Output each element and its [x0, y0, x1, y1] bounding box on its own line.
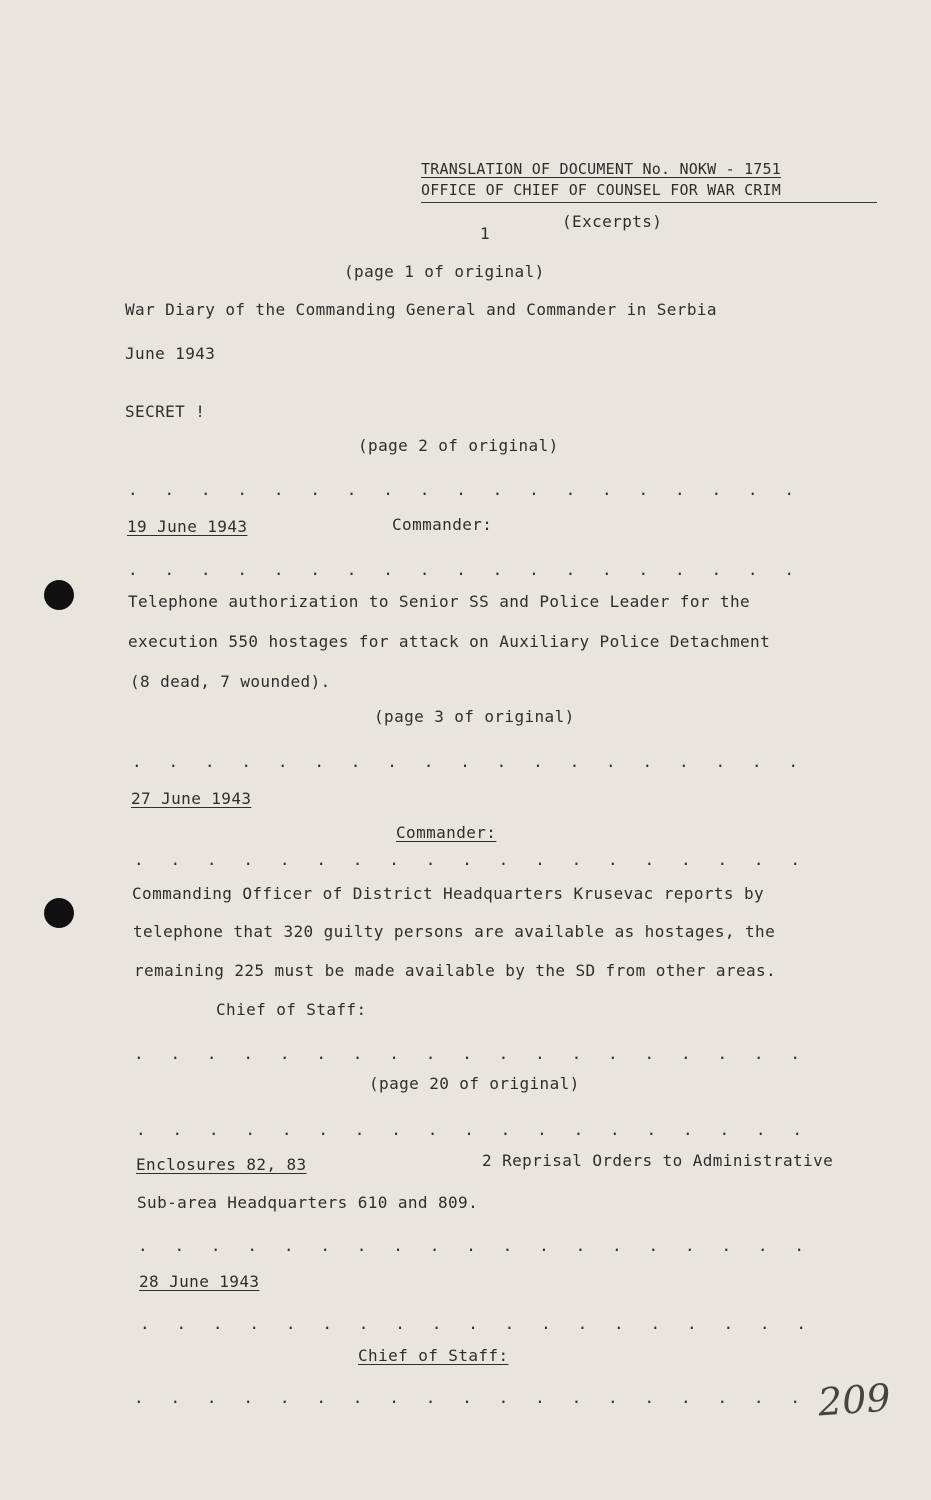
page-number: 1 — [480, 224, 491, 243]
punch-hole — [44, 580, 74, 610]
entry2-line3: remaining 225 must be made available by the SD from other areas. — [134, 961, 777, 980]
enclosures-label: Enclosures 82, 83 — [136, 1155, 307, 1174]
office-header: OFFICE OF CHIEF OF COUNSEL FOR WAR CRIM — [421, 181, 781, 199]
page-ref-2: (page 2 of original) — [358, 436, 559, 455]
entry2-line2: telephone that 320 guilty persons are available as hostages, the — [133, 922, 776, 941]
entry2-line1: Commanding Officer of District Headquarters Krusevac reports by — [132, 884, 765, 903]
page-ref-3: (page 3 of original) — [374, 707, 575, 726]
chief-of-staff-label-2: Chief of Staff: — [358, 1346, 509, 1365]
entry-date-19-june: 19 June 1943 — [127, 517, 248, 536]
diary-title: War Diary of the Commanding General and Commander in Serbia — [125, 300, 717, 319]
entry1-line3: (8 dead, 7 wounded). — [130, 672, 331, 691]
punch-hole — [44, 898, 74, 928]
translation-header: TRANSLATION OF DOCUMENT No. NOKW - 1751 — [421, 160, 781, 178]
elision-dots: . . . . . . . . . . . . . . . . . . . — [134, 1388, 809, 1407]
commander-label-1: Commander: — [392, 515, 493, 534]
handwritten-page-number: 209 — [816, 1375, 892, 1425]
elision-dots: . . . . . . . . . . . . . . . . . . . — [134, 850, 809, 869]
elision-dots: . . . . . . . . . . . . . . . . . . . — [140, 1314, 815, 1333]
entry1-line1: Telephone authorization to Senior SS and Police Leader for the — [128, 592, 751, 611]
elision-dots: . . . . . . . . . . . . . . . . . . . — [134, 1044, 809, 1063]
commander-label-2: Commander: — [396, 823, 497, 842]
chief-of-staff-label-1: Chief of Staff: — [216, 1000, 367, 1019]
excerpts-label: (Excerpts) — [562, 212, 663, 231]
elision-dots: . . . . . . . . . . . . . . . . . . . — [138, 1236, 813, 1255]
entry1-line2: execution 550 hostages for attack on Auxiliary Police Detachment — [128, 632, 771, 651]
reprisal-orders-line1: 2 Reprisal Orders to Administrative — [482, 1151, 834, 1170]
elision-dots: . . . . . . . . . . . . . . . . . . . — [132, 752, 807, 771]
entry-date-27-june: 27 June 1943 — [131, 789, 252, 808]
elision-dots: . . . . . . . . . . . . . . . . . . . — [128, 560, 803, 579]
diary-month: June 1943 — [125, 344, 216, 363]
secret-label: SECRET ! — [125, 402, 206, 421]
entry-date-28-june: 28 June 1943 — [139, 1272, 260, 1291]
elision-dots: . . . . . . . . . . . . . . . . . . . — [128, 480, 803, 499]
page-ref-20: (page 20 of original) — [369, 1074, 580, 1093]
header-rule — [421, 202, 877, 203]
reprisal-orders-line2: Sub-area Headquarters 610 and 809. — [137, 1193, 479, 1212]
page-ref-1: (page 1 of original) — [344, 262, 545, 281]
elision-dots: . . . . . . . . . . . . . . . . . . . — [136, 1120, 811, 1139]
